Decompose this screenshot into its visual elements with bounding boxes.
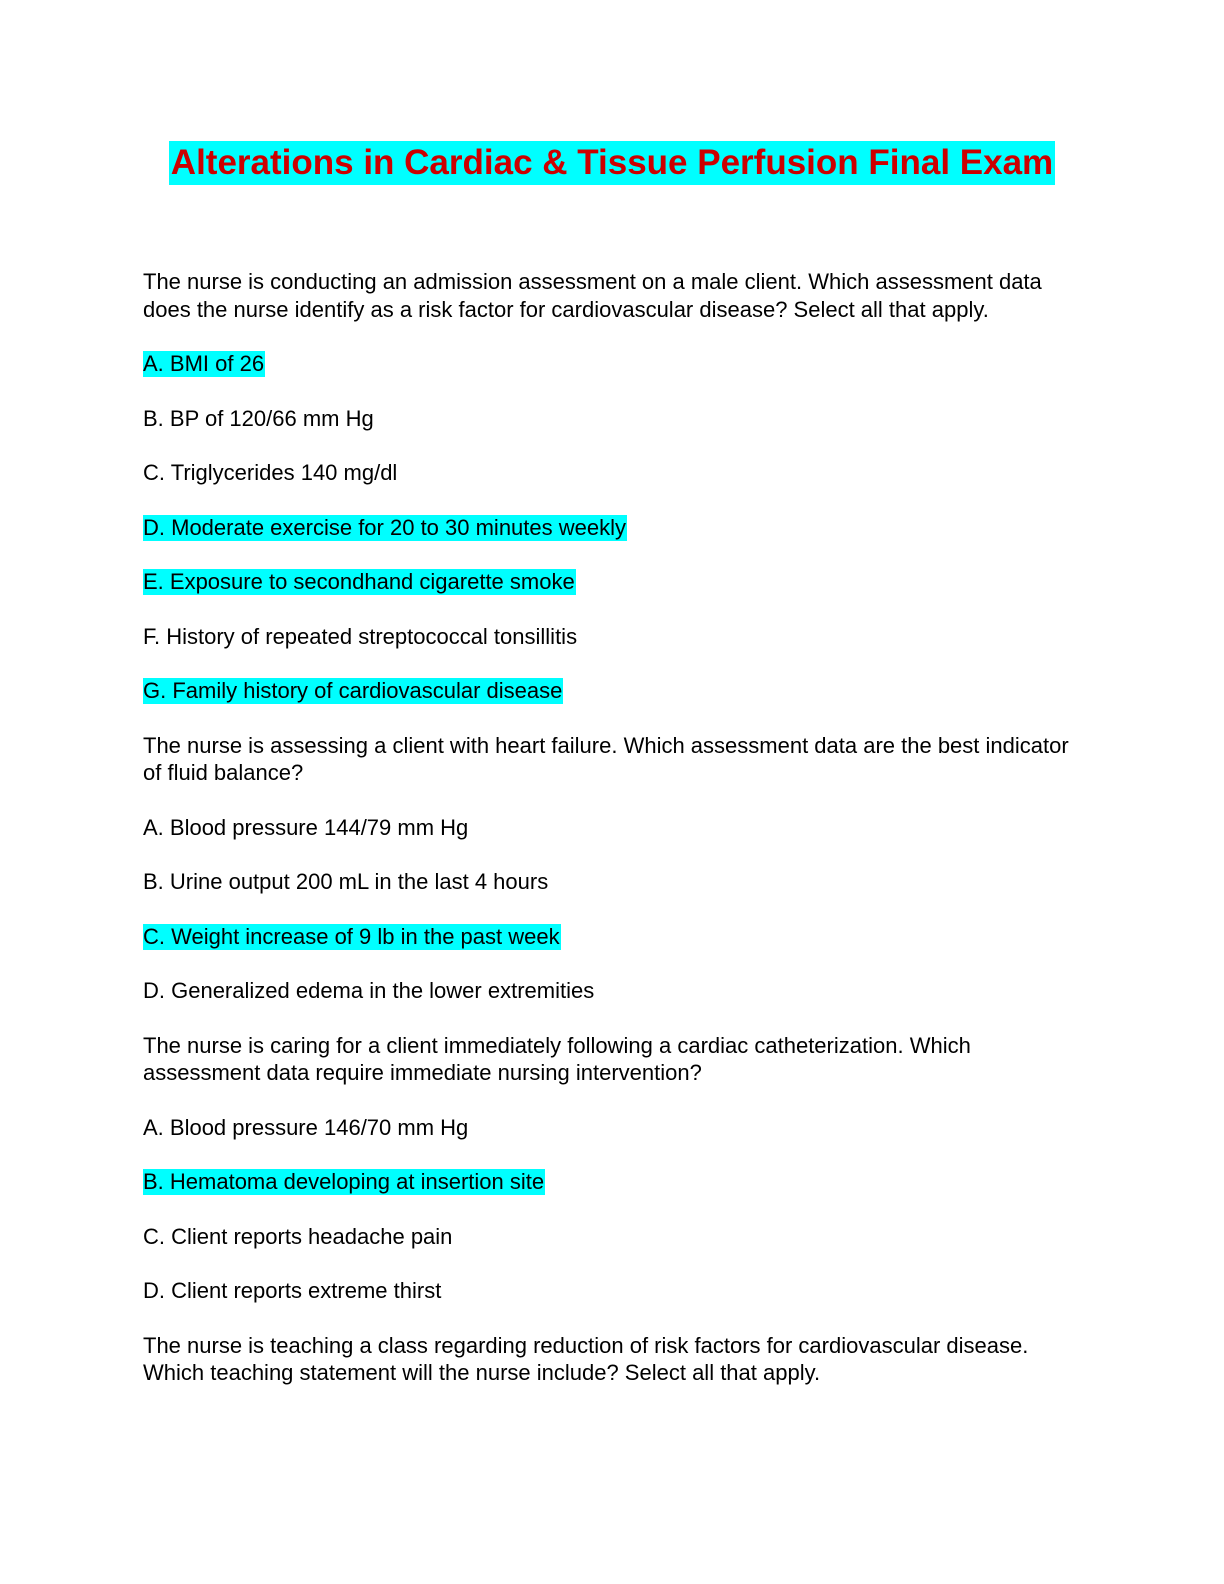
question-2: The nurse is assessing a client with heart failure. Which assessment data are the best indicator of fluid balance?	[143, 732, 1069, 785]
q1-option-d	[143, 514, 1083, 542]
q3-option-b	[143, 1168, 1083, 1196]
option-text: A. Blood pressure 146/70 mm Hg	[143, 1114, 469, 1140]
q2-option-a	[143, 814, 1083, 842]
document-title: Alterations in Cardiac & Tissue Perfusion Final Exam	[169, 141, 1055, 185]
option-text: B. Urine output 200 mL in the last 4 hours	[143, 869, 549, 894]
option-text: E. Exposure to secondhand cigarette smoke	[143, 569, 575, 594]
q1-option-c	[143, 459, 1083, 487]
question-3: The nurse is caring for a client immediately following a cardiac catheterization. Which assessment data require immediate nursing intervention?	[143, 1032, 971, 1085]
option-text: D. Generalized edema in the lower extremities	[143, 978, 595, 1003]
option-text: C. Triglycerides 140 mg/dl	[143, 460, 398, 485]
q1-option-e	[143, 568, 1083, 596]
question-list	[143, 268, 1083, 1414]
q2-option-c	[143, 923, 1083, 951]
question-4: The nurse is teaching a class regarding reduction of risk factors for cardiovascular disease. Which teaching statement will the nurse include? Select all that apply.	[143, 1332, 1029, 1385]
q1-option-g	[143, 677, 1083, 705]
option-text: C. Weight increase of 9 lb in the past week	[143, 923, 560, 949]
q2-option-d	[143, 977, 1083, 1005]
option-text: A. BMI of 26	[143, 351, 265, 376]
option-text: D. Client reports extreme thirst	[143, 1278, 442, 1303]
option-text: F. History of repeated streptococcal tonsillitis	[143, 623, 578, 649]
q1-option-a	[143, 350, 1083, 378]
option-text: B. BP of 120/66 mm Hg	[143, 405, 374, 431]
q3-option-a	[143, 1114, 1083, 1142]
option-text: C. Client reports headache pain	[143, 1223, 453, 1249]
q1-option-f	[143, 623, 1083, 651]
title-wrap	[0, 141, 1224, 185]
question-1: The nurse is conducting an admission assessment on a male client. Which assessment data does the nurse identify as a risk factor for cardiovascular disease? Select all that apply.	[143, 269, 1042, 322]
q2-option-b	[143, 868, 1083, 896]
option-text: D. Moderate exercise for 20 to 30 minutes weekly	[143, 514, 627, 540]
q3-option-d	[143, 1277, 1083, 1305]
option-text: A. Blood pressure 144/79 mm Hg	[143, 814, 469, 840]
q3-option-c	[143, 1223, 1083, 1251]
option-text: B. Hematoma developing at insertion site	[143, 1169, 545, 1194]
q1-option-b	[143, 405, 1083, 433]
option-text: G. Family history of cardiovascular disease	[143, 678, 563, 703]
